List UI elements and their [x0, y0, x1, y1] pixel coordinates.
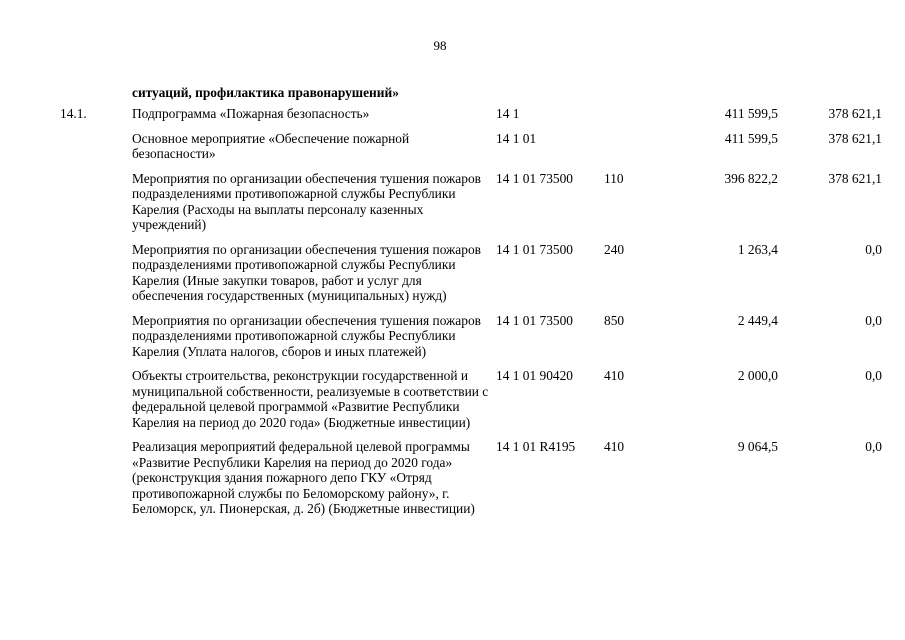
row-amount-year2: 0,0	[865, 241, 882, 257]
row-amount-year1: 411 599,5	[724, 130, 778, 146]
row-name: Реализация мероприятий федеральной целевой программы «Развитие Республики Карелия на период до 2020 года» (реконструкция здания пожарного депо ГКУ «Отряд противопожарной службы по Беломорскому району», г. Беломорск, ул. Пионерская, д. 2б) (Бюджетные инвестиции)	[132, 439, 475, 516]
row-amount-year1: 2 000,0	[737, 368, 778, 383]
row-name: Подпрограмма «Пожарная безопасность»	[132, 106, 370, 121]
row-amount-year1: 1 263,4	[737, 241, 778, 257]
row-amount-year2: 378 621,1	[828, 130, 882, 146]
row-amount-year2: 0,0	[865, 312, 882, 328]
row-amount-year1: 2 449,4	[737, 312, 778, 328]
row-number: 14.1.	[60, 106, 87, 121]
table-row	[0, 313, 905, 360]
page-number: 98	[433, 38, 447, 53]
row-target-code: 14 1	[496, 106, 520, 121]
row-target-code: 14 1 01 73500	[496, 170, 573, 186]
table-row	[0, 106, 905, 122]
row-name: Мероприятия по организации обеспечения тушения пожаров подразделениями противопожарной службы Республики Карелия (Расходы на выплаты персоналу казенных учреждений)	[132, 170, 481, 232]
row-amount-year2: 0,0	[865, 439, 882, 454]
row-amount-year2: 378 621,1	[828, 170, 882, 186]
row-expense-type: 410	[604, 439, 625, 454]
table-row	[0, 368, 905, 430]
row-amount-year1: 9 064,5	[737, 439, 778, 454]
row-amount-year2: 378 621,1	[828, 106, 882, 121]
row-expense-type: 850	[604, 312, 625, 328]
row-target-code: 14 1 01	[496, 130, 537, 146]
row-name: Основное мероприятие «Обеспечение пожарной безопасности»	[132, 130, 410, 161]
row-expense-type: 240	[604, 241, 625, 257]
table-row	[0, 439, 905, 517]
row-name: Объекты строительства, реконструкции государственной и муниципальной собственности, реализуемые в соответствии с федеральной целевой программой «Развитие Республики Карелия на период до 2020 года» (Бюджетные инвестиции)	[132, 368, 489, 430]
table-row	[0, 131, 905, 162]
table-row	[0, 171, 905, 233]
row-expense-type: 110	[604, 170, 624, 186]
row-expense-type: 410	[604, 368, 625, 383]
row-target-code: 14 1 01 73500	[496, 241, 573, 257]
row-amount-year1: 396 822,2	[724, 170, 778, 186]
row-target-code: 14 1 01 90420	[496, 368, 573, 383]
table-row	[0, 242, 905, 304]
continuation-heading: ситуаций, профилактика правонарушений»	[132, 85, 399, 100]
budget-table	[0, 106, 905, 526]
row-amount-year2: 0,0	[865, 368, 882, 383]
row-target-code: 14 1 01 R4195	[496, 439, 576, 454]
row-name: Мероприятия по организации обеспечения тушения пожаров подразделениями противопожарной службы Республики Карелия (Уплата налогов, сборов и иных платежей)	[132, 312, 481, 359]
row-amount-year1: 411 599,5	[724, 106, 778, 121]
row-target-code: 14 1 01 73500	[496, 312, 573, 328]
row-name: Мероприятия по организации обеспечения тушения пожаров подразделениями противопожарной службы Республики Карелия (Иные закупки товаров, работ и услуг для обеспечения государственных (муниципальных) нужд)	[132, 241, 481, 303]
